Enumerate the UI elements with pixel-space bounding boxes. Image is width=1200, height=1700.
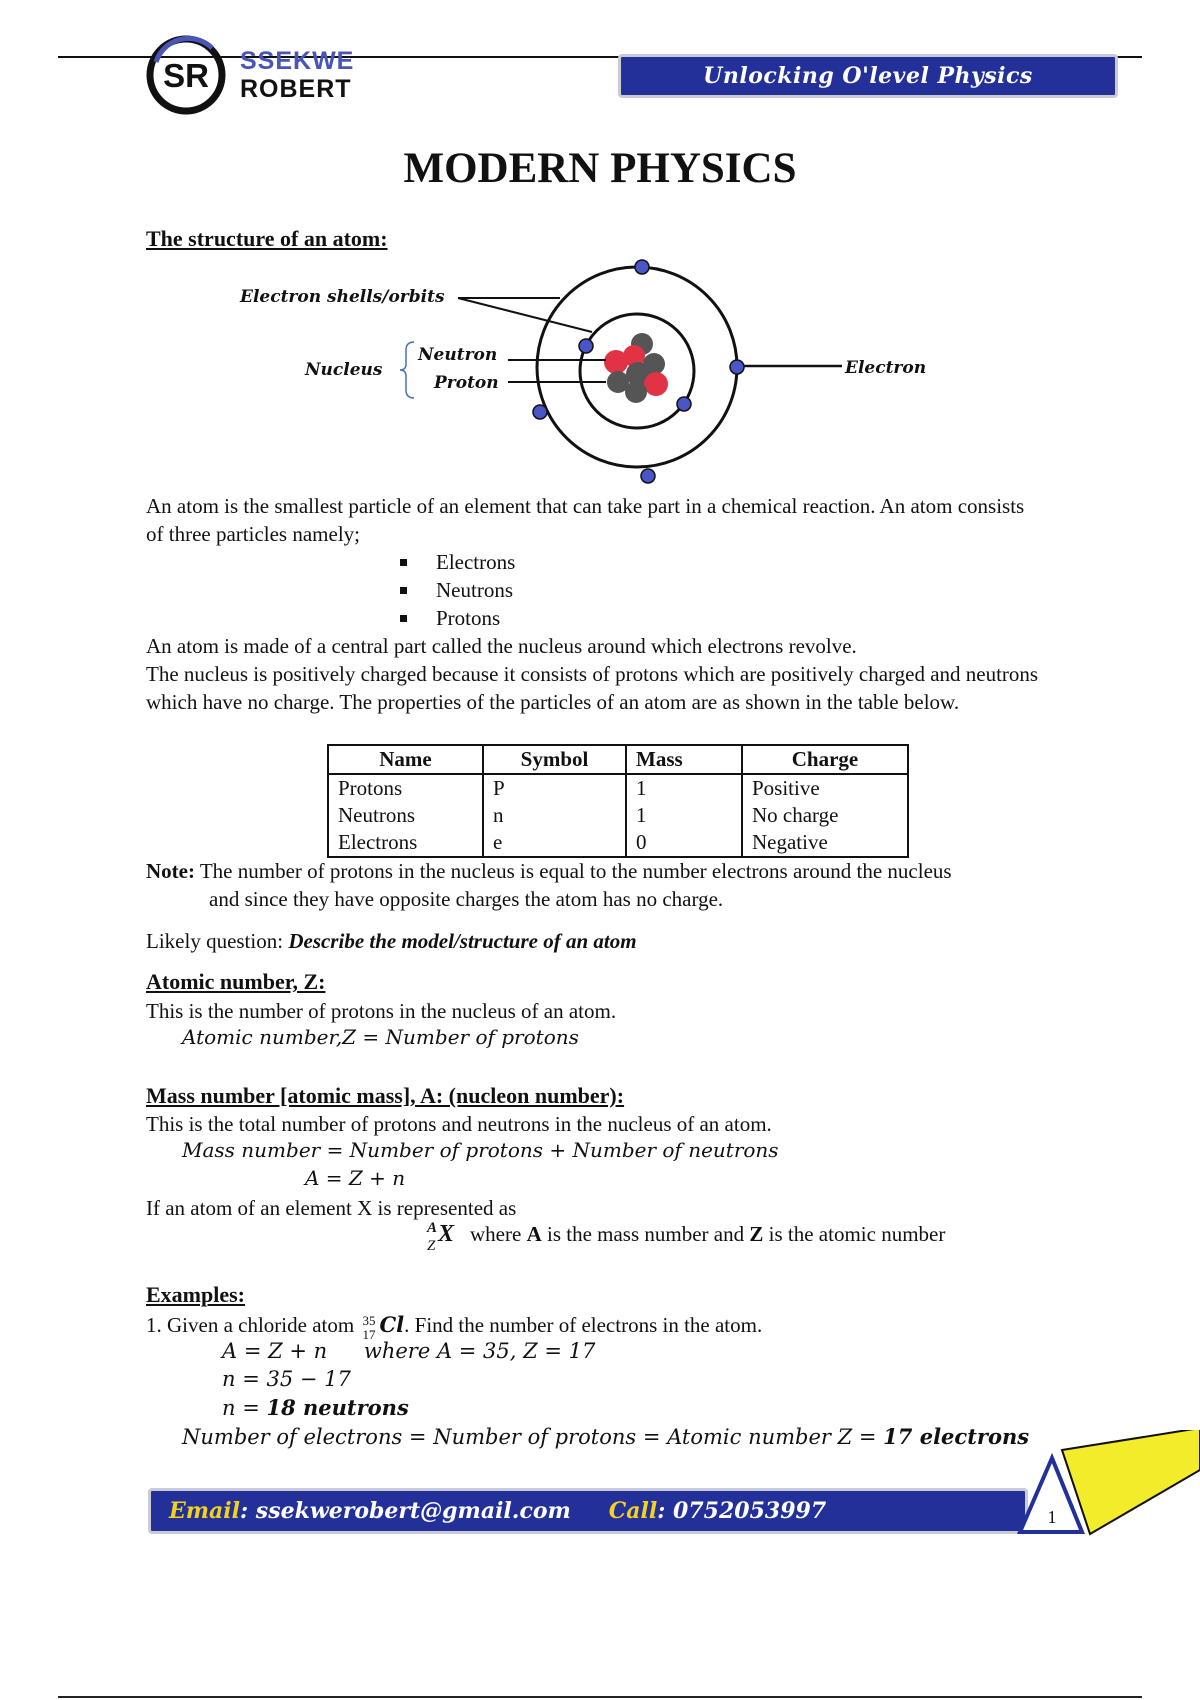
call-label: Call [608,1498,658,1524]
notation-element-symbol: X [438,1221,455,1247]
likely-question-text: Describe the model/structure of an atom [288,929,637,953]
note-label: Note: [146,859,195,883]
step-4-result: 17 electrons [883,1424,1030,1449]
where-post: is the atomic number [768,1222,946,1246]
column-header: Name [328,745,483,774]
table-cell: Protons [328,774,483,802]
logo-icon [142,32,232,118]
mass-number-formula: Mass number = Number of protons + Number of neutrons [182,1138,779,1162]
footer-banner [148,1488,1028,1534]
mass-number-definition: This is the total number of protons and neutrons in the nucleus of an atom. [146,1112,772,1136]
header-banner: Unlocking O'level Physics [618,54,1118,98]
chlorine-atomic: 17 [362,1327,376,1342]
note-line1: The number of protons in the nucleus is equal to the number electrons around the nucleus [199,859,952,883]
bottom-rule [58,1696,1142,1698]
examples-heading: Examples: [146,1282,245,1307]
atomic-number-formula: Atomic number,Z = Number of protons [182,1025,579,1049]
mass-number-short-formula: A = Z + n [305,1166,406,1190]
note-line2: and since they have opposite charges the atom has no charge. [209,887,724,911]
brand-last-name: ROBERT [240,75,352,103]
table-cell: 0 [626,829,742,857]
chlorine-nuclide [359,1311,379,1342]
phone-number: : 0752053997 [657,1498,827,1524]
chlorine-mass: 35 [362,1313,376,1328]
table-cell: Positive [742,774,908,802]
column-header: Mass [626,745,742,774]
table-header-row [328,745,908,774]
list-item: Protons [400,604,515,632]
atomic-number-heading: Atomic number, Z: [146,969,326,994]
where-z: Z [749,1222,764,1246]
label-proton: Proton [434,373,499,393]
atom-diagram [230,252,950,492]
step-1-where: where A = 35, Z = 17 [363,1339,596,1363]
atomic-number-definition: This is the number of protons in the nucleus of an atom. [146,999,617,1023]
step-3 [222,1395,409,1420]
page-corner-graphic [1012,1430,1200,1540]
representation-intro: If an atom of an element X is represented as [146,1196,517,1220]
notation-explanation [470,1220,945,1248]
step-3-result: 18 neutrons [266,1395,409,1420]
table-row [328,829,908,857]
table-cell: e [483,829,626,857]
table-cell: 1 [626,774,742,802]
step-4 [182,1424,1029,1449]
where-text: where [470,1222,522,1246]
charge-paragraph: The nucleus is positively charged because it consists of protons which are positively charged and neutrons which have no charge. The properties of the particles of an atom are as shown in the table below. [146,662,1039,714]
particle-list [400,548,515,632]
example-question-1 [146,1311,1046,1341]
label-shells: Electron shells/orbits [240,287,445,307]
table-row [328,802,908,829]
step-2: n = 35 − 17 [222,1367,351,1391]
step-1-equation: A = Z + n [222,1339,328,1363]
where-a: A [526,1222,542,1246]
notation-mass-symbol: A [427,1220,438,1236]
table-cell: P [483,774,626,802]
label-electron: Electron [845,358,927,378]
question-prefix: 1. Given a chloride atom [146,1313,355,1337]
atom-intro: An atom is the smallest particle of an element that can take part in a chemical reaction. An atom consists of three particles namely; [146,494,1025,546]
table-cell: 1 [626,802,742,829]
column-header: Charge [742,745,908,774]
yellow-flag-icon [1062,1430,1200,1534]
likely-question [146,927,637,955]
nucleus-cluster [604,333,668,403]
label-neutron: Neutron [418,345,498,365]
mass-number-heading: Mass number [atomic mass], A: (nucleon number): [146,1083,625,1108]
note [146,857,1146,885]
email-label: Email [169,1498,241,1524]
table-cell: Negative [742,829,908,857]
particle-properties-table [327,744,909,858]
question-suffix: . Find the number of electrons in the atom. [404,1313,763,1337]
table-cell: No charge [742,802,908,829]
list-item: Electrons [400,548,515,576]
structure-heading: The structure of an atom: [146,226,388,251]
step-1 [222,1339,595,1363]
nucleus-paragraph: An atom is made of a central part called the nucleus around which electrons revolve. [146,634,857,658]
column-header: Symbol [483,745,626,774]
table-cell: n [483,802,626,829]
logo-initials: SR [163,57,209,94]
brand-first-name: SSEKWE [240,47,355,75]
label-nucleus: Nucleus [305,360,383,380]
table-cell: Electrons [328,829,483,857]
email-address: : ssekwerobert@gmail.com [240,1498,571,1524]
step-4-prefix: Number of electrons = Number of protons = Atomic number Z = [182,1425,884,1449]
table-row [328,774,908,802]
page-title: MODERN PHYSICS [403,145,797,192]
notation-atomic-symbol: Z [427,1238,436,1254]
nucleus-brace [400,342,414,398]
likely-prefix: Likely question: [146,929,284,953]
page-number: 1 [1047,1507,1057,1527]
chlorine-symbol: Cl [379,1312,405,1337]
nuclide-notation [425,1220,1145,1256]
where-mid: is the mass number and [546,1222,745,1246]
table-cell: Neutrons [328,802,483,829]
list-item: Neutrons [400,576,515,604]
step-3-prefix: n = [222,1396,267,1420]
